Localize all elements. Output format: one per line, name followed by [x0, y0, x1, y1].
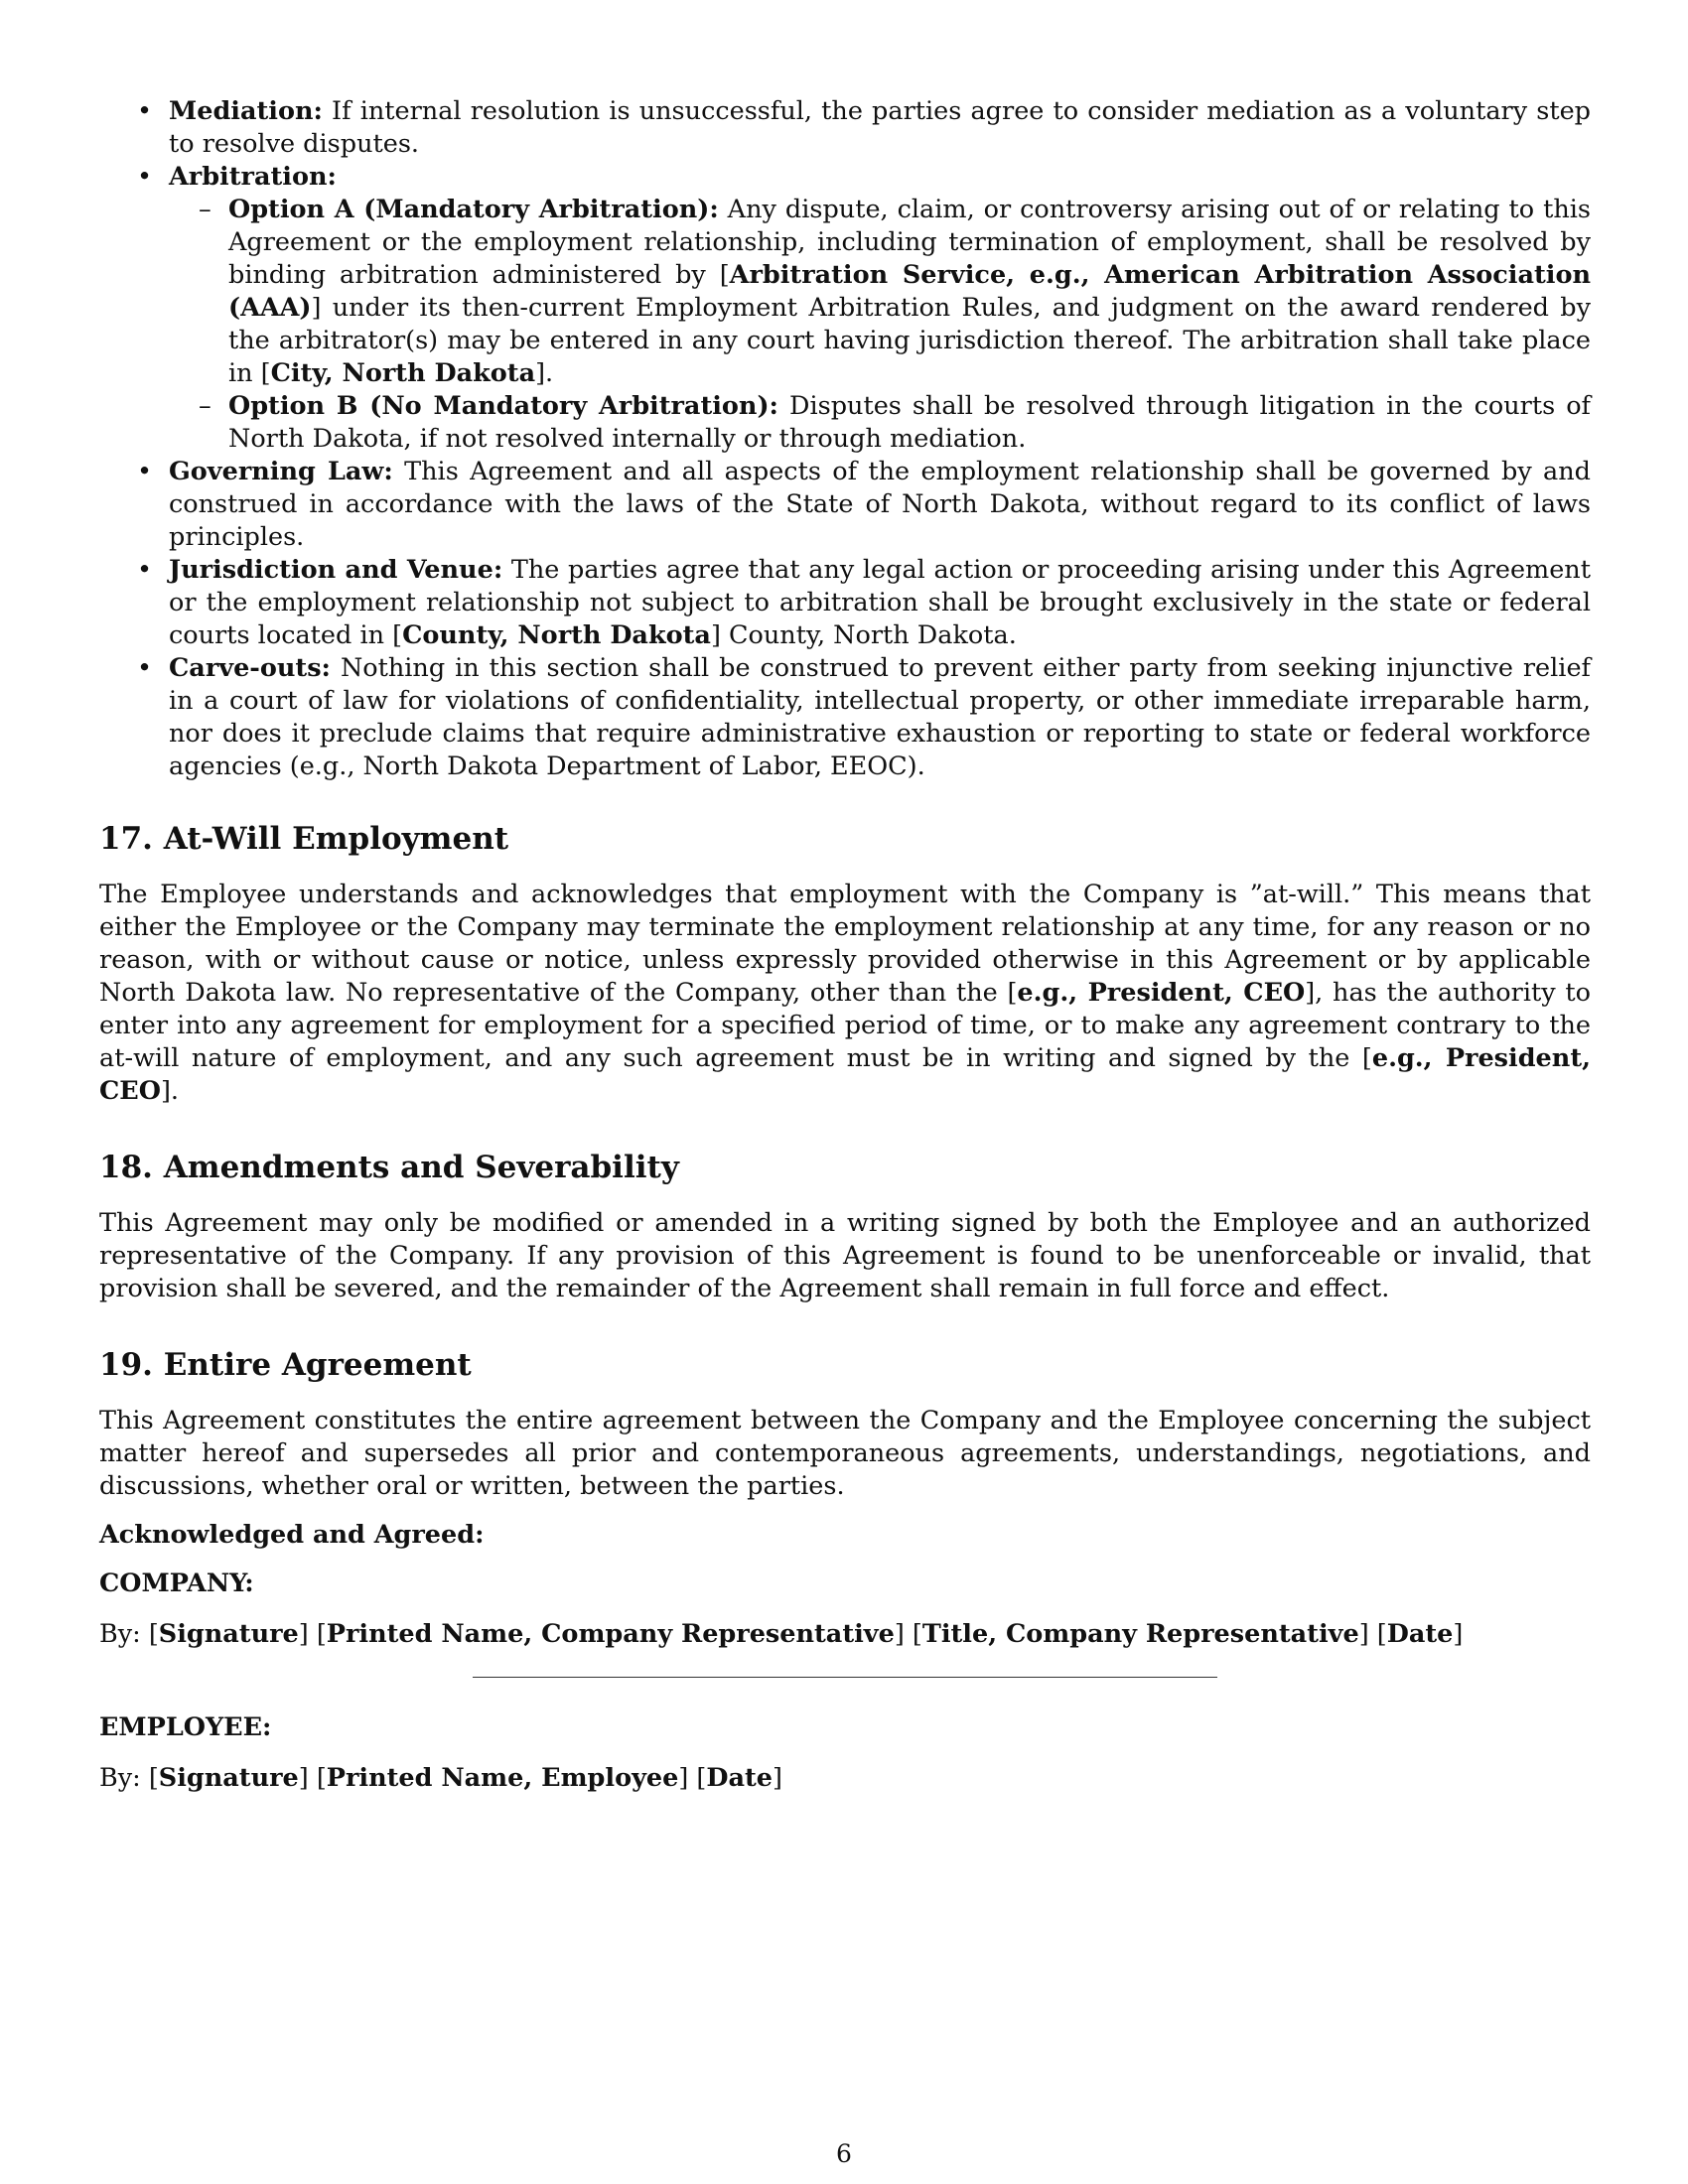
employee-by-label: By:	[99, 1763, 149, 1793]
employee-printed-name-placeholder: Printed Name, Employee	[326, 1763, 679, 1793]
mediation-text: If internal resolution is unsuccessful, the parties agree to consider mediation as a voluntary step to resolve disputes.	[169, 96, 1591, 159]
authority-placeholder-1: e.g., President, CEO	[1017, 978, 1306, 1008]
arbitration-city-placeholder: City, North Dakota	[270, 358, 536, 388]
arbitration-label: Arbitration:	[169, 162, 337, 192]
list-item-jurisdiction	[99, 554, 1591, 652]
option-b-item	[169, 390, 1591, 456]
employee-label: EMPLOYEE:	[99, 1712, 272, 1742]
option-a-item	[169, 194, 1591, 390]
authority-placeholder-2: e.g., President, CEO	[99, 1043, 1591, 1106]
carve-outs-label: Carve-outs:	[169, 653, 331, 683]
option-b-label: Option B (No Mandatory Arbitration):	[228, 391, 778, 421]
section-17-paragraph	[99, 879, 1591, 1108]
section-19-paragraph: This Agreement constitutes the entire agreement between the Company and the Employee concerning the subject matter hereof and supersedes all prior and contemporaneous agreements, understandings, negotiations, and discussions, whether oral or written, between the parties.	[99, 1406, 1591, 1501]
option-a-text-2: ] under its then-current Employment Arbitration Rules, and judgment on the award rendered by the arbitrator(s) may be entered in any court having jurisdiction thereof. The arbitration shall take place in [	[228, 293, 1591, 388]
section-17-text-3: ].	[160, 1076, 180, 1106]
page-number: 6	[836, 2139, 852, 2168]
list-item-governing-law	[99, 456, 1591, 554]
option-b-text: Disputes shall be resolved through litigation in the courts of North Dakota, if not resolved internally or through mediation.	[228, 391, 1591, 454]
section-19-heading: 19. Entire Agreement	[99, 1347, 472, 1383]
option-a-label: Option A (Mandatory Arbitration):	[228, 195, 719, 224]
company-date-placeholder: Date	[1386, 1619, 1454, 1649]
employee-signature-line: By: [Signature] [Printed Name, Employee] [Date]	[99, 1763, 782, 1793]
section-17-heading: 17. At-Will Employment	[99, 821, 509, 857]
jurisdiction-text-2: ] County, North Dakota.	[710, 620, 1017, 650]
list-item-carve-outs	[99, 652, 1591, 783]
company-title-placeholder: Title, Company Representative	[921, 1619, 1359, 1649]
governing-law-label: Governing Law:	[169, 457, 393, 486]
arbitration-options	[169, 194, 1591, 456]
signature-divider	[473, 1677, 1217, 1678]
employee-date-placeholder: Date	[706, 1763, 774, 1793]
dispute-resolution-list	[99, 95, 1591, 783]
section-17-text-1: The Employee understands and acknowledges that employment with the Company is ”at-will.” This means that either the Employee or the Company may terminate the employment relationship at any time, for any reason or no reason, with or without cause or notice, unless expressly provided otherwise in this Agreement or by applicable North Dakota law. No representative of the Company, other than the [	[99, 880, 1591, 1008]
company-printed-name-placeholder: Printed Name, Company Representative	[326, 1619, 895, 1649]
option-a-text-3: ].	[535, 358, 554, 388]
acknowledged-label: Acknowledged and Agreed:	[99, 1520, 485, 1550]
jurisdiction-label: Jurisdiction and Venue:	[169, 555, 503, 585]
list-item-arbitration	[99, 161, 1591, 456]
company-label: COMPANY:	[99, 1569, 254, 1598]
section-18-paragraph: This Agreement may only be modified or amended in a writing signed by both the Employee and an authorized representative of the Company. If any provision of this Agreement is found to be unenforceable or invalid, that provision shall be severed, and the remainder of the Agreement shall remain in full force and effect.	[99, 1208, 1591, 1303]
jurisdiction-text-1: The parties agree that any legal action or proceeding arising under this Agreement or the employment relationship not subject to arbitration shall be brought exclusively in the state or federal courts located in [	[169, 555, 1591, 650]
arbitration-service-placeholder: Arbitration Service, e.g., American Arbitration Association (AAA)	[228, 260, 1591, 323]
company-signature-placeholder: Signature	[158, 1619, 299, 1649]
mediation-label: Mediation:	[169, 96, 323, 126]
governing-law-text: This Agreement and all aspects of the employment relationship shall be governed by and construed in accordance with the laws of the State of North Dakota, without regard to its conflict of laws principles.	[169, 457, 1591, 552]
document-page	[99, 95, 1591, 1795]
county-placeholder: County, North Dakota	[402, 620, 711, 650]
section-18-heading: 18. Amendments and Severability	[99, 1150, 679, 1185]
company-signature-line: By: [Signature] [Printed Name, Company Representative] [Title, Company Representative] [Date]	[99, 1619, 1464, 1649]
option-a-text-1: Any dispute, claim, or controversy arising out of or relating to this Agreement or the employment relationship, including termination of employment, shall be resolved by binding arbitration administered by [	[228, 195, 1592, 290]
section-17-text-2: ], has the authority to enter into any agreement for employment for a specified period of time, or to make any agreement contrary to the at-will nature of employment, and any such agreement must be in writing and signed by the [	[99, 978, 1592, 1073]
list-item-mediation	[99, 95, 1591, 161]
carve-outs-text: Nothing in this section shall be construed to prevent either party from seeking injunctive relief in a court of law for violations of confidentiality, intellectual property, or other immediate irreparable harm, nor does it preclude claims that require administrative exhaustion or reporting to state or federal workforce agencies (e.g., North Dakota Department of Labor, EEOC).	[169, 653, 1591, 781]
company-by-label: By:	[99, 1619, 149, 1649]
employee-signature-placeholder: Signature	[158, 1763, 299, 1793]
